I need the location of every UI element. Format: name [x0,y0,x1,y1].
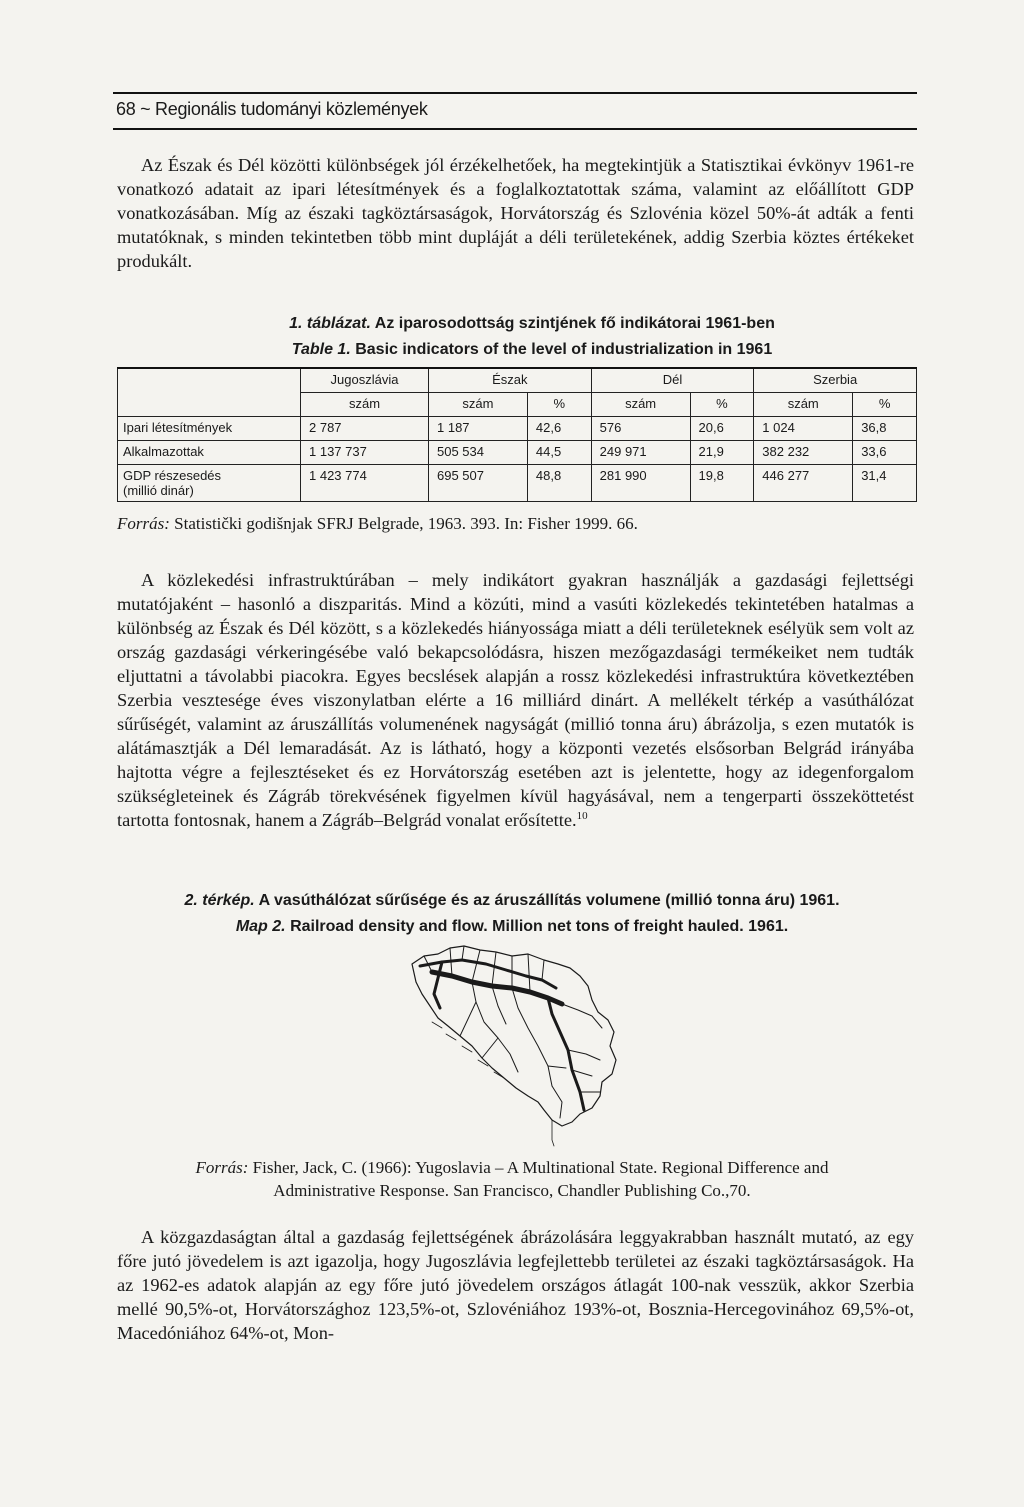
railroad-density-map [402,942,634,1152]
cell-serbia-pct: 33,6 [853,441,917,465]
railway-line [460,1002,600,1118]
table-row [118,441,917,465]
paragraph-2-body: A közlekedési infrastruktúrában – mely indikátort gyakran használják a gazdasági fejlettségi mutatójaként – hasonló a diszparitás. Mind a közúti, mind a vasúti közlekedés tekintetében hatalmas a különbség az Észak és Dél között, s a közlekedés hiányossága miatt a déli területeknek esélyük sem volt az ország gazdasági vérkeringésébe való bekapcsolódásra, hiszen mezőgazdasági termékeiket nem tudták eljuttatni a távolabbi piacokra. Egyes becslések alapján a rossz közlekedési infrastruktúra következtében Szerbia vesztesége éves viszonylatban elérte a 16 milliárd dinárt. A mellékelt térkép a vasúthálózat sűrűségét, valamint az áruszállítás volumenének nagyságát (millió tonna áru) ábrázolja, s ezen mutatók is alátámasztják a Dél lemaradását. Az is látható, hogy a központi vezetés elsősorban Belgrád irányába hajtotta végre a fejlesztéseket és ez Horvátország esetében azt is jelentette, hogy az idegenforgalom szükségleteinek és Zágráb törekvésének figyelmen kívül hagyásával, nem a tengerparti összeköttetést tartotta fontosnak, hanem a Zágráb–Belgrád vonalat erősítette. [117,570,914,830]
map-caption-en-label: Map 2. [235,918,286,935]
cell-south: 576 [591,417,690,441]
cell-south: 281 990 [591,465,690,502]
map-caption-hu-label: 2. térkép. [184,892,255,909]
cell-serbia: 382 232 [754,441,853,465]
map-source-text1: Fisher, Jack, C. (1966): Yugoslavia – A Multinational State. Regional Difference and [252,1158,829,1177]
map-caption-hu-text: A vasúthálózat sűrűsége és az áruszállítás volumene (millió tonna áru) 1961. [258,892,840,909]
cell-north: 505 534 [429,441,528,465]
paragraph-1-text: Az Észak és Dél közötti különbségek jól érzékelhetőek, ha megtekintjük a Statisztikai évkönyv 1961-re vonatkozó adatait az ipari létesítmények és a foglalkoztatottak száma, valamint az előállított GDP vonatkozásában. Míg az északi tagköztársaságok, Horvátország és Szlovénia közel 50%-át adták a fenti mutatóknak, s minden tekintetben több mint dupláját a déli területekének, addig Szerbia köztes értékeket produkált. [117,155,914,271]
subheader-pct: % [527,393,591,417]
cell-north-pct: 42,6 [527,417,591,441]
map-tail [552,1120,554,1146]
table-caption-en-label: Table 1. [291,341,351,358]
cell-south-pct: 21,9 [690,441,754,465]
cell-serbia: 1 024 [754,417,853,441]
col-group-del: Dél [591,368,754,393]
industrialization-table [117,367,917,502]
map-source-line1 [0,1156,1024,1179]
subheader-count: szám [591,393,690,417]
table-header-row [118,368,917,393]
cell-yu: 1 423 774 [301,465,429,502]
subheader-count: szám [429,393,528,417]
paragraph-3 [117,1225,914,1345]
running-title: 68 ~ Regionális tudományi közlemények [116,99,428,119]
table-source [117,514,638,534]
row-label-line1: GDP részesedés [123,468,222,483]
subheader-count: szám [301,393,429,417]
cell-north-pct: 48,8 [527,465,591,502]
table-caption-hu-label: 1. táblázat. [289,315,371,332]
col-group-szerbia: Szerbia [754,368,917,393]
map-caption-hu [0,892,1024,910]
table-caption-en [20,341,1024,359]
table-caption-en-text: Basic indicators of the level of industrialization in 1961 [355,341,773,358]
cell-yu: 2 787 [301,417,429,441]
cell-south-pct: 19,8 [690,465,754,502]
table-source-label: Forrás: [117,514,170,533]
map-caption-en-text: Railroad density and flow. Million net tons of freight hauled. 1961. [290,918,789,935]
subheader-count: szám [754,393,853,417]
railway-line [548,1004,602,1076]
table-source-text: Statistički godišnjak SFRJ Belgrade, 1963. 393. In: Fisher 1999. 66. [174,514,638,533]
paragraph-2-text [117,568,914,832]
cell-serbia-pct: 36,8 [853,417,917,441]
paragraph-2 [117,568,914,832]
table-corner-cell [118,368,301,417]
map-caption-en [0,918,1024,936]
table-row [118,465,917,502]
cell-serbia-pct: 31,4 [853,465,917,502]
col-group-eszak: Észak [429,368,592,393]
cell-yu: 1 137 737 [301,441,429,465]
footnote-ref: 10 [576,809,588,822]
col-group-jugoszlavia: Jugoszlávia [301,368,429,393]
cell-north-pct: 44,5 [527,441,591,465]
row-label: Ipari létesítmények [118,417,301,441]
table-caption-hu-text: Az iparosodottság szintjének fő indikátorai 1961-ben [374,315,775,332]
running-header [113,92,917,130]
row-label [118,465,301,502]
cell-south: 249 971 [591,441,690,465]
map-source-label: Forrás: [195,1158,249,1177]
row-label: Alkalmazottak [118,441,301,465]
secondary-railway-line [548,998,584,1110]
cell-north: 1 187 [429,417,528,441]
paragraph-1 [117,153,914,273]
table-caption-hu [20,315,1024,333]
table-row [118,417,917,441]
cell-north: 695 507 [429,465,528,502]
subheader-pct: % [853,393,917,417]
row-label-line2: (millió dinár) [123,483,194,498]
subheader-pct: % [690,393,754,417]
cell-serbia: 446 277 [754,465,853,502]
map-source-line2: Administrative Response. San Francisco, Chandler Publishing Co.,70. [273,1181,751,1200]
secondary-railway-line [434,962,442,1008]
cell-south-pct: 20,6 [690,417,754,441]
map-source [0,1156,1024,1202]
paragraph-3-text: A közgazdaságtan által a gazdaság fejlettségének ábrázolására leggyakrabban használt mutató, az egy főre jutó jövedelem is azt igazolja, hogy Jugoszlávia legfejlettebb területei az északi tagköztársaságok. Ha az 1962-es adatok alapján az egy főre jutó jövedelem országos átlagát 100-nak vesszük, akkor Szerbia mellé 90,5%-ot, Horvátországhoz 123,5%-ot, Szlovéniához 193%-ot, Bosznia-Hercegovinához 69,5%-ot, Macedóniához 64%-ot, Mon- [117,1227,914,1343]
